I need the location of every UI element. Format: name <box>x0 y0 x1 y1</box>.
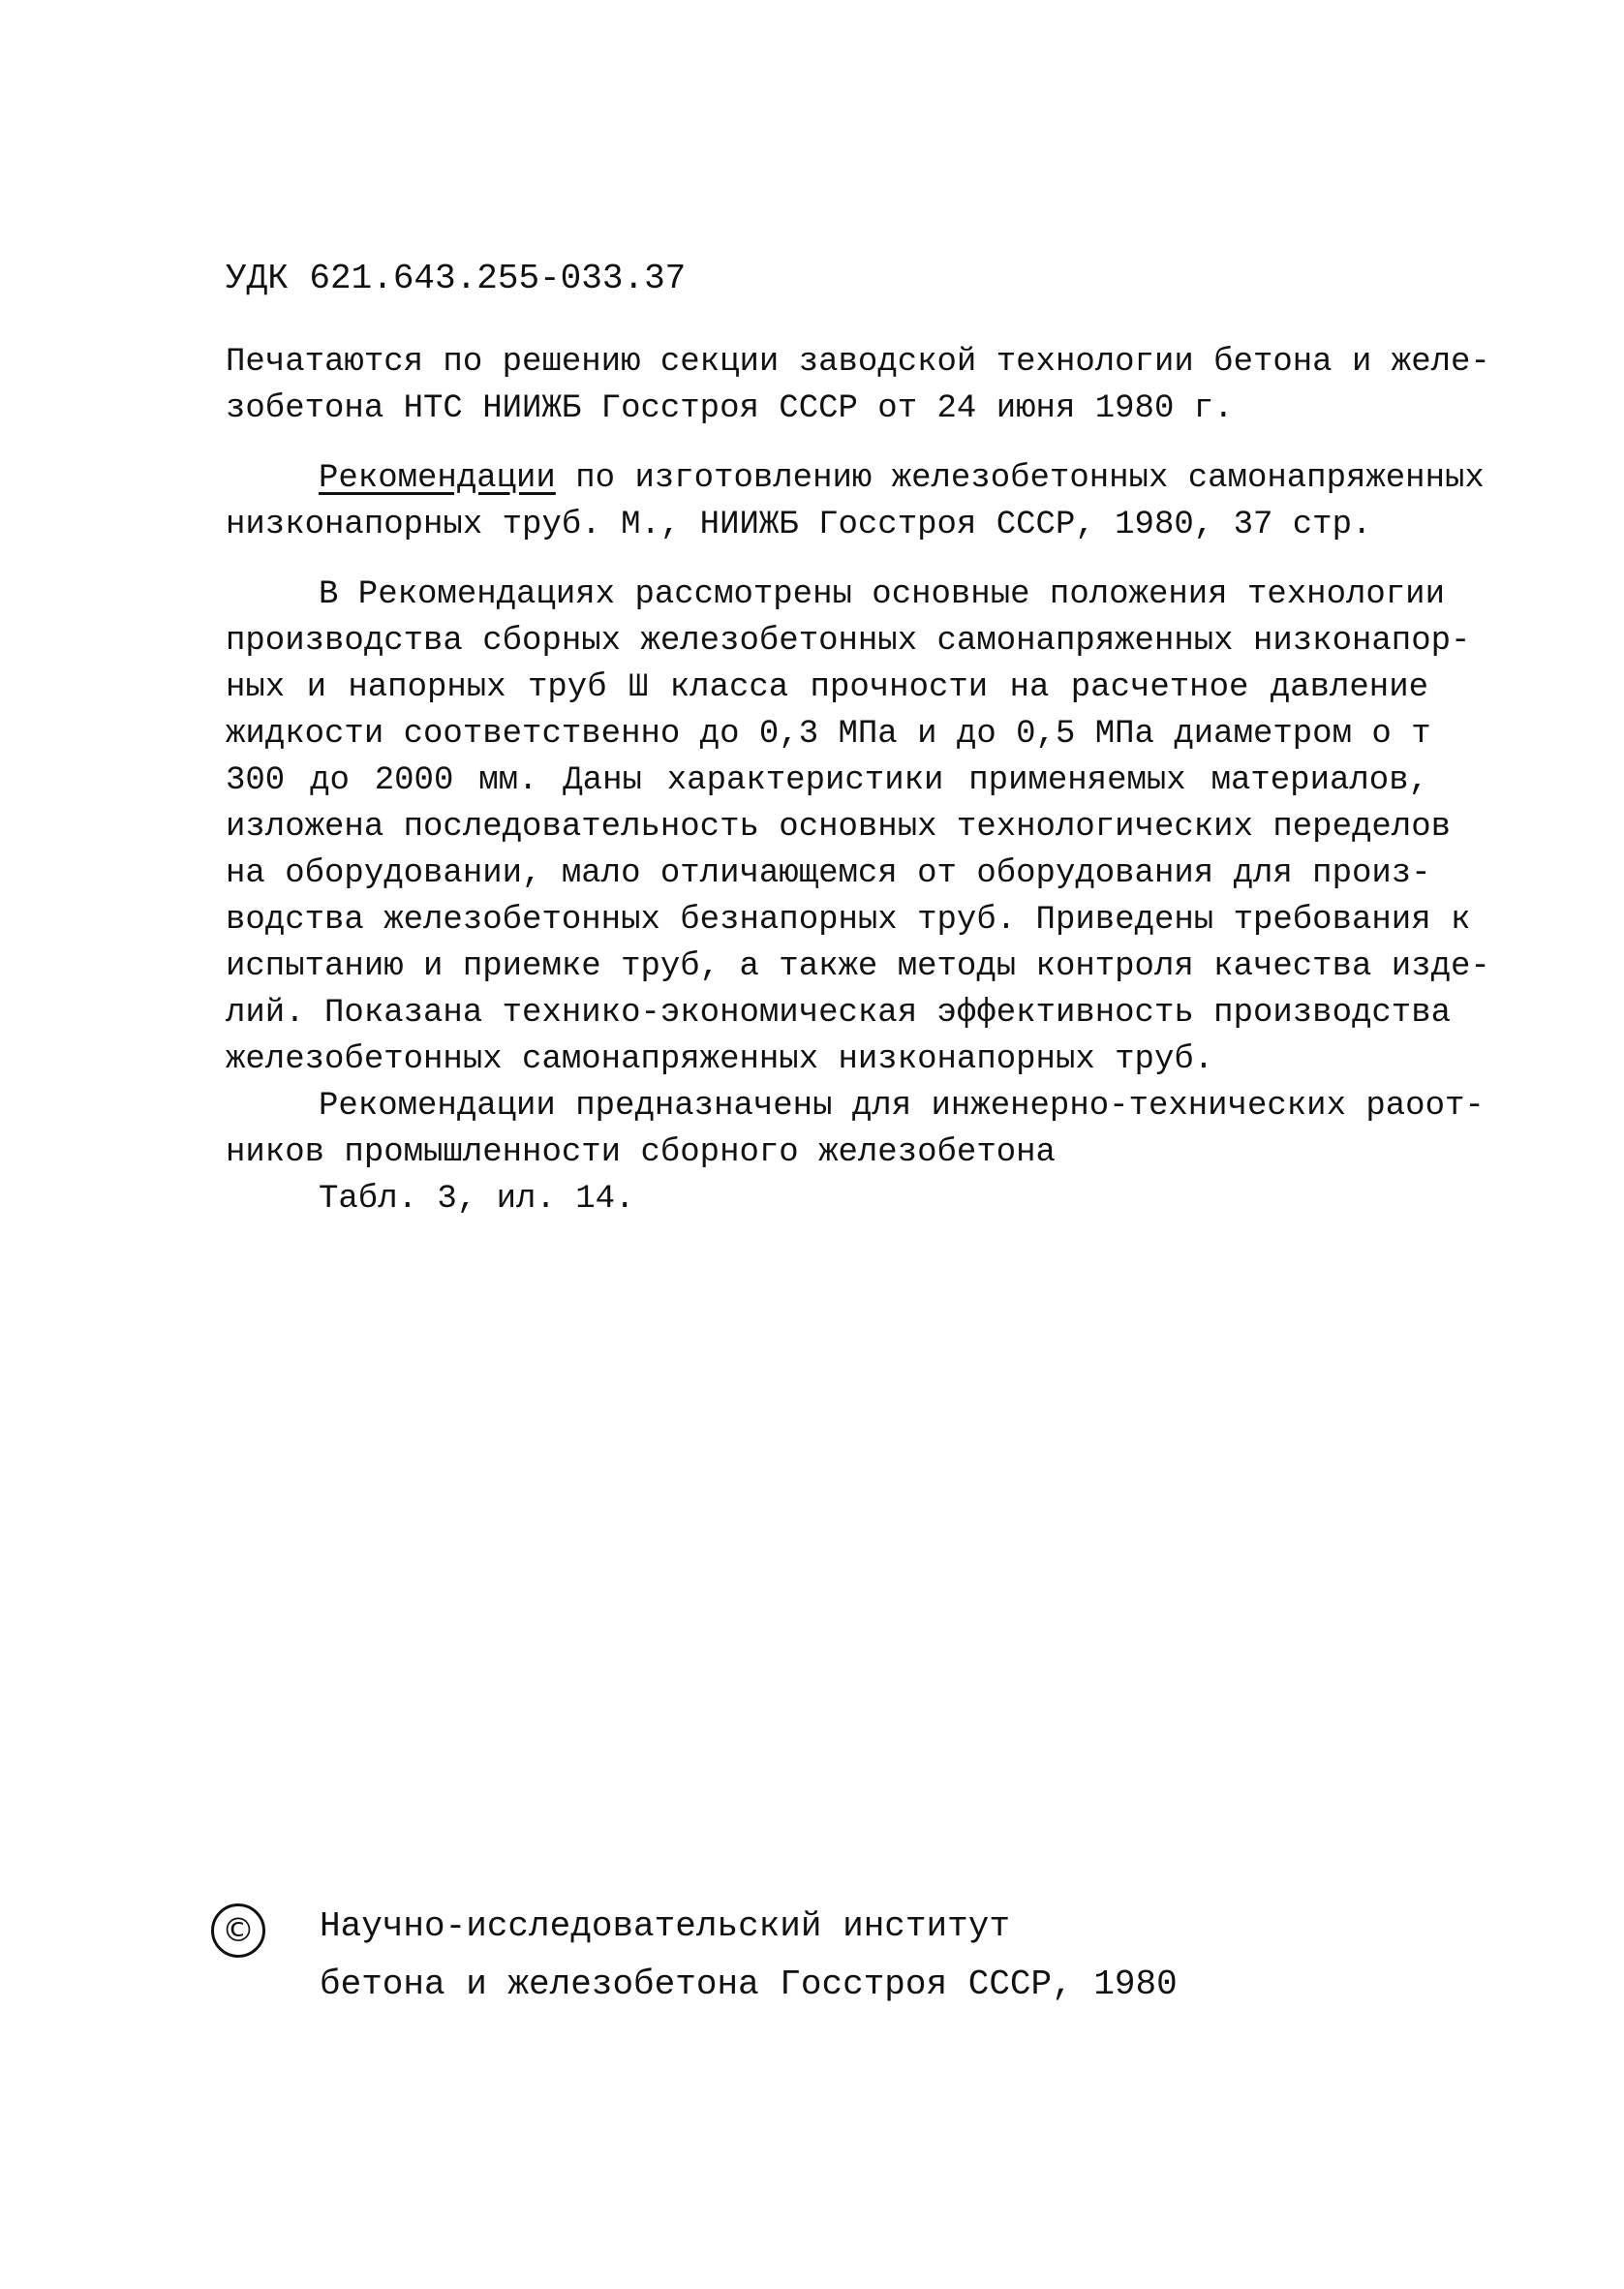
abstract-line: ных и напорных труб Ш класса прочности на расчетное давление <box>226 669 1428 706</box>
abstract-line: испытанию и приемке труб, а также методы контроля качества изде- <box>226 948 1490 985</box>
abstract-line: на оборудовании, мало отличающемся от оборудования для произ- <box>226 855 1431 892</box>
citation-line-2: низконапорных труб. М., НИИЖБ Госстроя СССР, 1980, 37 стр. <box>226 507 1372 543</box>
abstract-line: 300 до 2000 мм. Даны характеристики применяемых материалов, <box>226 762 1428 799</box>
abstract-line: изложена последовательность основных технологических переделов <box>226 809 1452 846</box>
abstract-line: производства сборных железобетонных самонапряженных низконапор- <box>226 623 1471 660</box>
approval-note <box>226 339 1490 432</box>
citation-line-1 <box>226 455 1485 502</box>
approval-line-2: зобетона НТС НИИЖБ Госстроя СССР от 24 июня 1980 г. <box>226 390 1234 427</box>
abstract-line: В Рекомендациях рассмотрены основные положения технологии <box>319 576 1445 613</box>
abstract <box>226 572 1490 1222</box>
abstract-line: лий. Показана технико-экономическая эффективность производства <box>226 995 1452 1032</box>
citation-line-1-rest: по изготовлению железобетонных самонапряженных <box>555 460 1485 497</box>
abstract-line: жидкости соответственно до 0,3 МПа и до 0,5 МПа диаметром о т <box>226 716 1431 753</box>
citation-title-word: Рекомендации <box>319 460 556 497</box>
abstract-line: водства железобетонных безнапорных труб. Приведены требования к <box>226 902 1471 939</box>
udk-code: УДК 621.643.255-033.37 <box>226 259 687 298</box>
abstract-line: железобетонных самонапряженных низконапорных труб. <box>226 1041 1214 1078</box>
copyright-icon: © <box>211 1903 265 1958</box>
approval-line-1: Печатаются по решению секции заводской технологии бетона и желе- <box>226 344 1490 381</box>
bibliographic-citation <box>226 455 1485 548</box>
copyright-holder-line-1: Научно-исследовательский институт <box>320 1906 1010 1946</box>
tables-illustrations-count: Табл. 3, ил. 14. <box>319 1181 635 1218</box>
audience-line: Рекомендации предназначены для инженерно-технических раоот- <box>319 1088 1485 1125</box>
audience-line: ников промышленности сборного железобетона <box>226 1134 1056 1171</box>
copyright-holder-line-2: бетона и железобетона Госстроя СССР, 1980 <box>320 1964 1178 2004</box>
